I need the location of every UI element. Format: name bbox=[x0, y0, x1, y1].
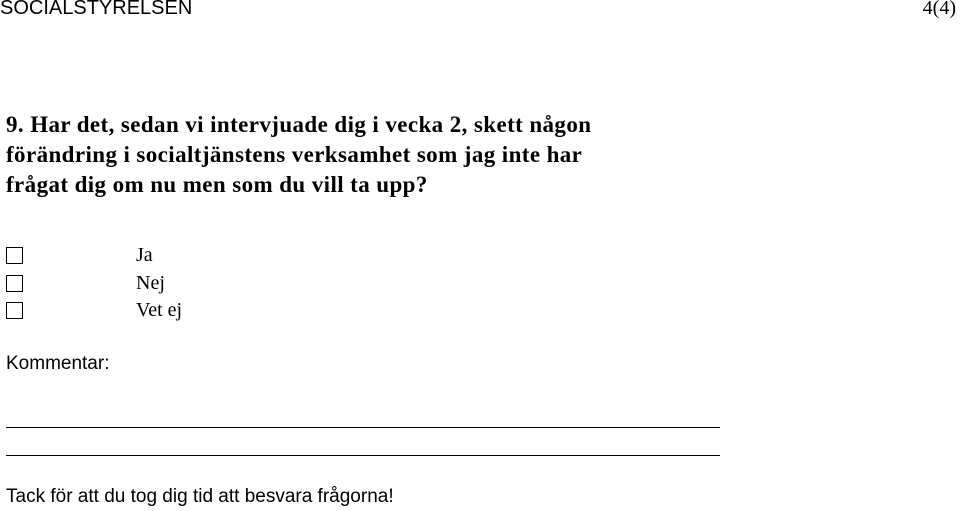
organization-name: SOCIALSTYRELSEN bbox=[0, 0, 193, 19]
question-line: frågat dig om nu men som du vill ta upp? bbox=[6, 172, 428, 197]
page-number: 4(4) bbox=[922, 0, 956, 19]
question-line: 9. Har det, sedan vi intervjuade dig i vecka 2, skett någon bbox=[6, 112, 592, 137]
checkbox-ja[interactable] bbox=[6, 247, 23, 264]
thank-you-text: Tack för att du tog dig tid att besvara frågorna! bbox=[6, 486, 394, 507]
checkbox-nej[interactable] bbox=[6, 275, 23, 292]
option-label-ja: Ja bbox=[136, 244, 153, 266]
question-text bbox=[6, 110, 766, 200]
option-label-vet-ej: Vet ej bbox=[136, 299, 183, 321]
question-line: förändring i socialtjänstens verksamhet som jag inte har bbox=[6, 142, 583, 167]
comment-line[interactable] bbox=[6, 455, 720, 456]
checkbox-vet-ej[interactable] bbox=[6, 302, 23, 319]
comment-label: Kommentar: bbox=[6, 353, 110, 374]
option-label-nej: Nej bbox=[136, 271, 165, 294]
comment-line[interactable] bbox=[6, 427, 720, 428]
